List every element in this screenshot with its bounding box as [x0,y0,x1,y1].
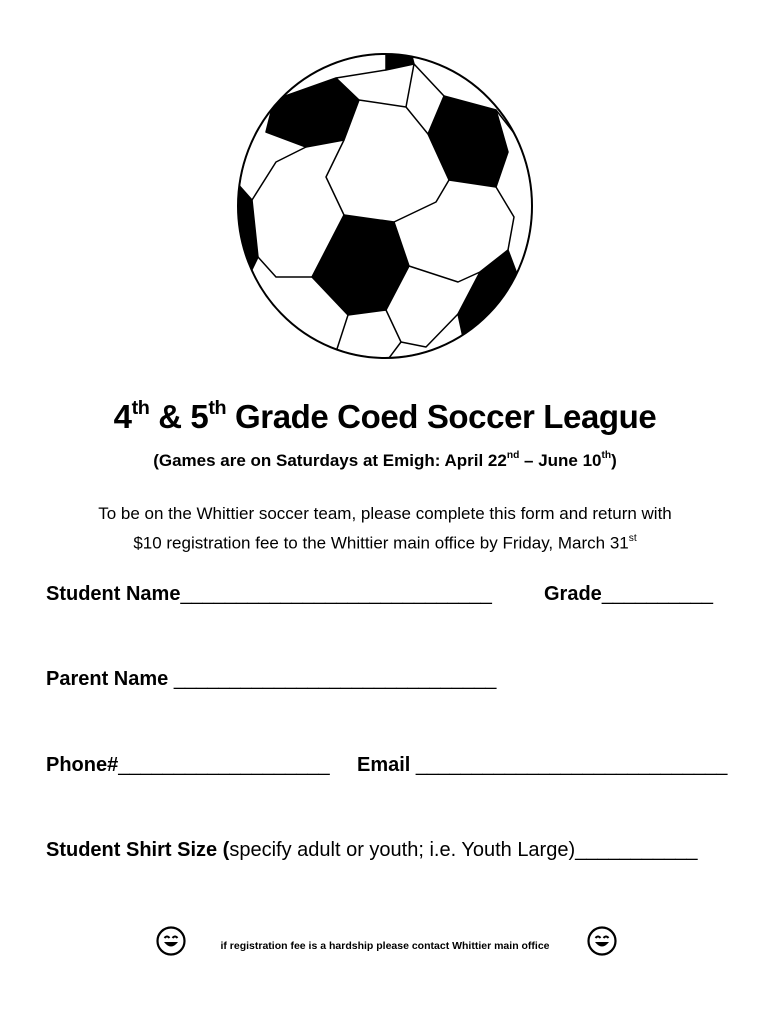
intro-paragraph [40,501,730,557]
shirt-size-blank[interactable]: ___________ [575,839,698,861]
phone-blank[interactable]: ___________________ [118,754,330,776]
intro-line-2-sup: st [628,532,637,544]
intro-line-2 [40,527,730,557]
shirt-size-field[interactable] [46,839,697,862]
intro-line-1: To be on the Whittier soccer team, please complete this form and return with [98,504,672,523]
grade-blank[interactable]: __________ [601,583,714,605]
grade-label: Grade [544,583,602,605]
smiley-icon [587,926,617,956]
title-sup-4: th [131,397,150,420]
title-grade-4: 4 [113,398,132,435]
student-name-label: Student Name [46,583,181,605]
intro-line-2-text: $10 registration fee to the Whittier main office by Friday, March 31 [133,533,629,553]
phone-field[interactable] [46,754,330,777]
subtitle-mid: – June 10 [519,451,602,470]
title-grade-5: 5 [190,398,209,435]
student-name-field[interactable] [46,583,492,606]
subtitle-sup-2: th [601,450,612,462]
grade-field[interactable] [544,583,713,606]
title-sup-5: th [208,397,227,420]
phone-label: Phone# [46,754,119,776]
parent-name-field[interactable] [46,668,496,691]
page-title [0,398,770,436]
subtitle-sup-1: nd [506,450,520,462]
shirt-size-hint: specify adult or youth; i.e. Youth Large) [229,839,576,861]
soccer-ball-image [236,52,534,360]
parent-name-label: Parent Name [46,668,174,690]
subtitle-open: (Games are on Saturdays at Emigh: April 22 [153,451,507,470]
email-field[interactable] [357,754,727,777]
subtitle-close: ) [611,451,617,470]
parent-name-blank[interactable]: _____________________________ [173,668,497,690]
title-amp: & [149,398,191,435]
hardship-note: if registration fee is a hardship please contact Whittier main office [220,940,550,952]
shirt-size-label: Student Shirt Size ( [46,839,230,861]
email-blank[interactable]: ____________________________ [415,754,728,776]
title-rest: Grade Coed Soccer League [226,398,657,435]
email-label: Email [357,754,416,776]
subtitle [0,451,770,471]
student-name-blank[interactable]: ____________________________ [180,583,492,605]
